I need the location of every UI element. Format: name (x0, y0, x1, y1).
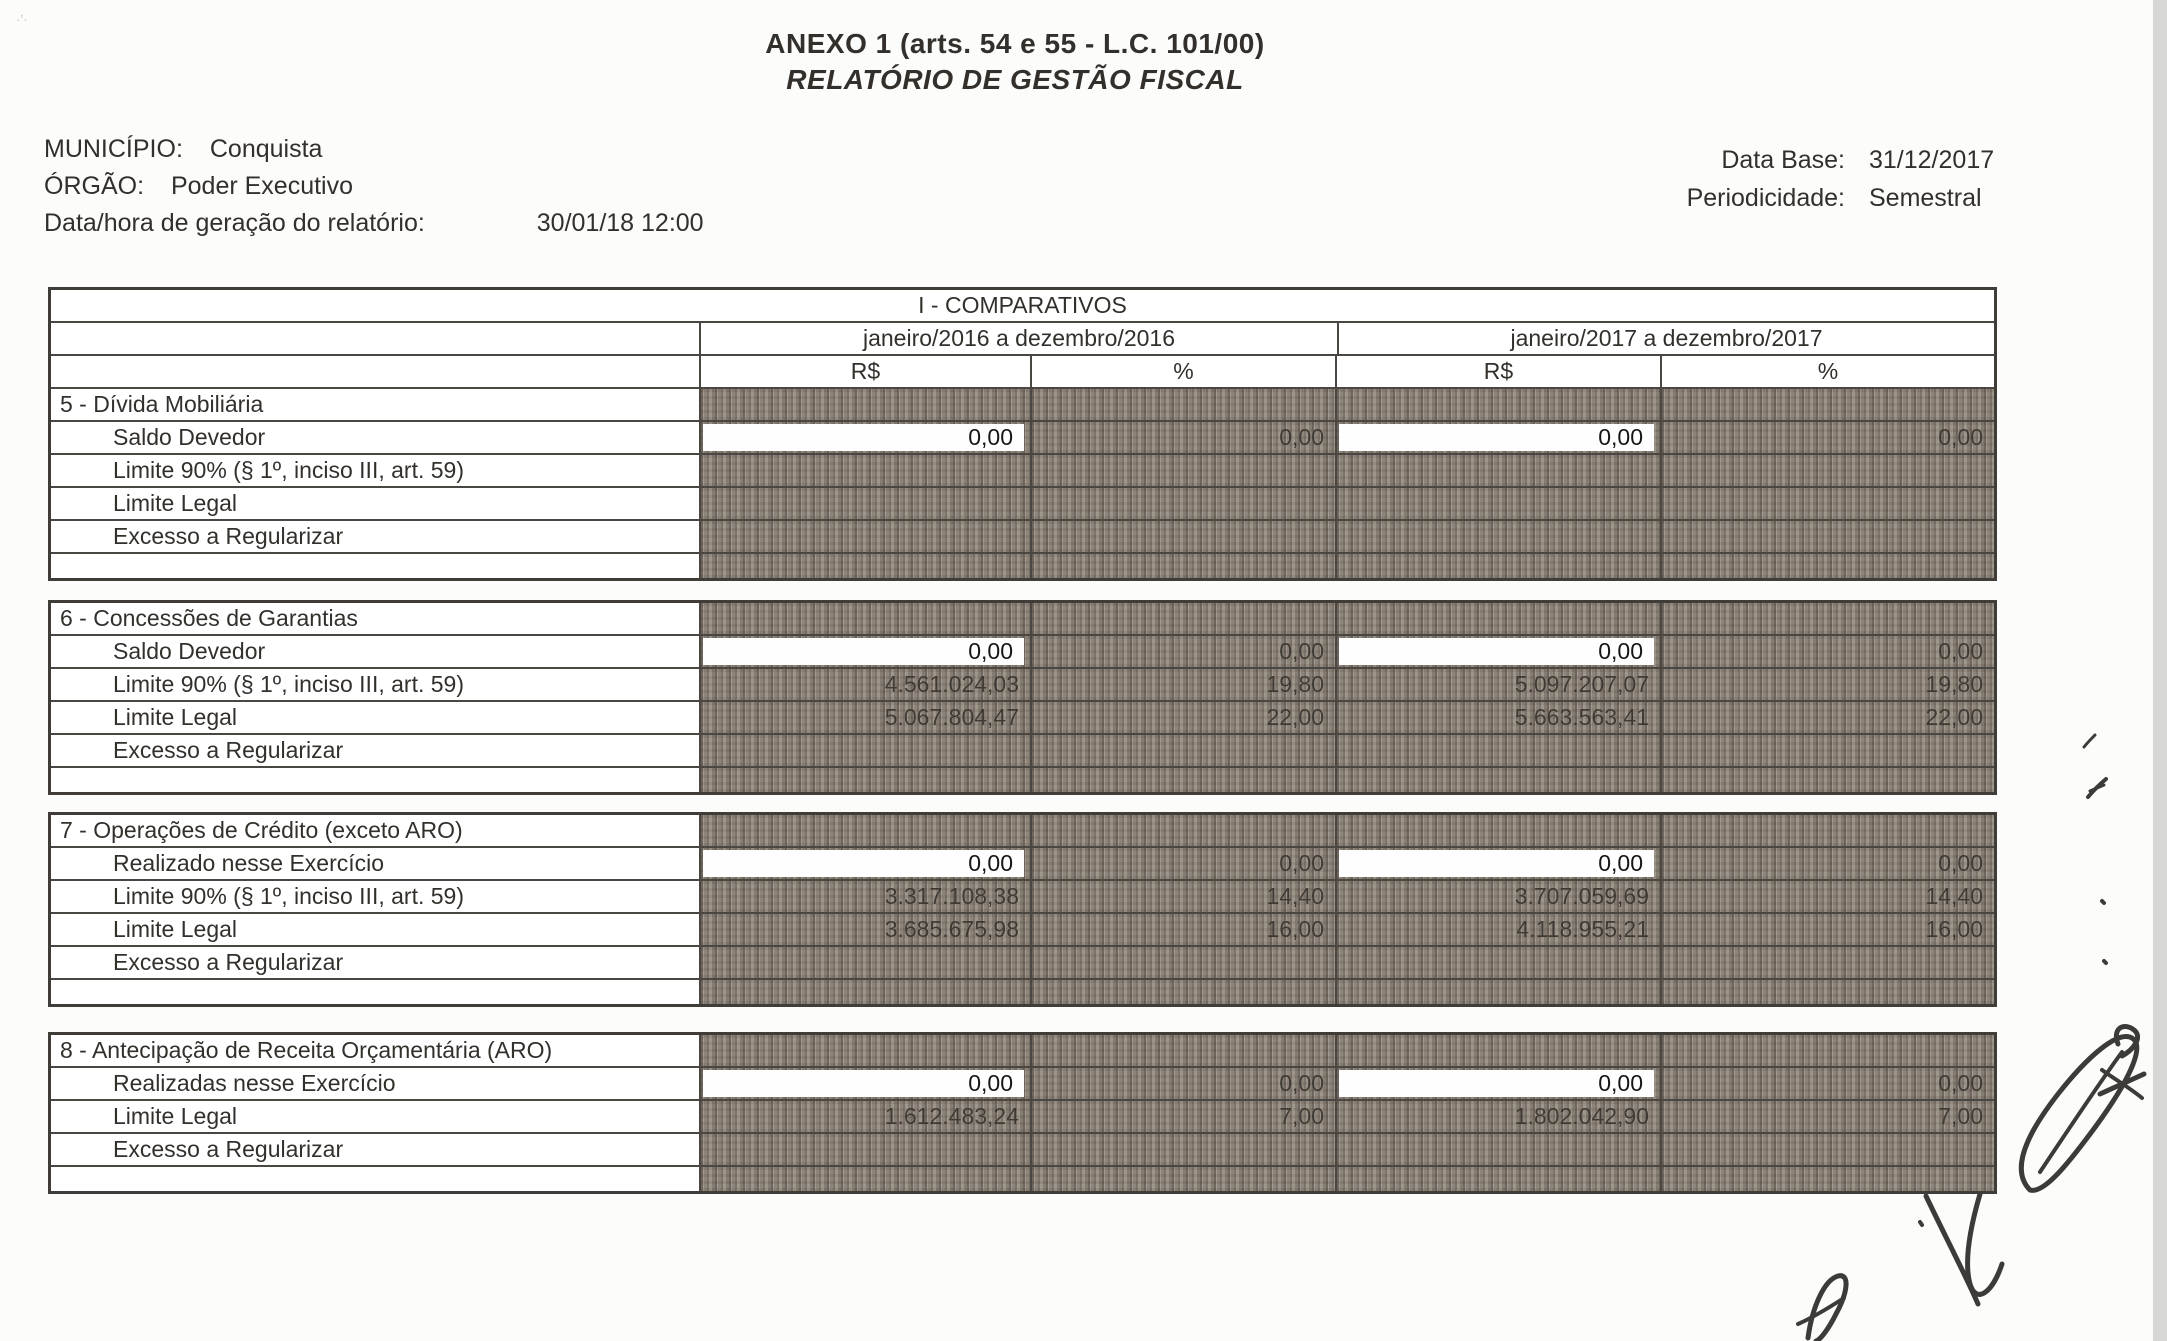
spacer-label-cell (51, 1167, 701, 1191)
cell-pct-2016 (1032, 914, 1337, 945)
pen-scribble-large (2000, 1022, 2167, 1202)
cell-rs-2016 (701, 1167, 1032, 1191)
table-row (51, 603, 1994, 636)
cell-rs-2016 (701, 1134, 1032, 1165)
value-on-hatch: 4.118.955,21 (1516, 916, 1649, 942)
value-on-hatch: 0,00 (1938, 850, 1983, 876)
cell-pct-2016 (1032, 768, 1337, 792)
value-on-hatch: 1.802.042,90 (1514, 1103, 1649, 1129)
geracao-line (44, 205, 704, 242)
cell-rs-2017 (1337, 636, 1662, 667)
row-label: Realizadas nesse Exercício (51, 1068, 701, 1099)
table-row (51, 914, 1994, 947)
col-header-pct-2017: % (1662, 356, 1994, 387)
cell-rs-2016 (701, 947, 1032, 978)
value-on-hatch: 5.663.563,41 (1514, 704, 1649, 730)
comparativos-table-block-3 (48, 812, 1997, 1007)
periodicidade-label: Periodicidade: (1686, 184, 1845, 212)
row-label: Saldo Devedor (51, 422, 701, 453)
cell-rs-2016 (701, 980, 1032, 1004)
cell-rs-2017 (1337, 881, 1662, 912)
section-5-rows (51, 389, 1994, 578)
value-on-hatch: 0,00 (1279, 850, 1324, 876)
cell-rs-2017 (1337, 1101, 1662, 1132)
row-label: Limite Legal (51, 488, 701, 519)
cell-rs-2016 (701, 815, 1032, 846)
cell-rs-2016 (701, 848, 1032, 879)
period-2017-header: janeiro/2017 a dezembro/2017 (1339, 323, 1994, 354)
table-row (51, 488, 1994, 521)
cell-pct-2016 (1032, 389, 1337, 420)
geracao-label: Data/hora de geração do relatório: (44, 209, 425, 237)
cell-rs-2017 (1337, 1035, 1662, 1066)
cell-pct-2016 (1032, 947, 1337, 978)
report-title-line1: ANEXO 1 (arts. 54 e 55 - L.C. 101/00) (765, 28, 1265, 59)
cell-rs-2017 (1337, 488, 1662, 519)
cell-rs-2016 (701, 1101, 1032, 1132)
cell-rs-2017 (1337, 1134, 1662, 1165)
cell-pct-2017 (1662, 914, 1994, 945)
spacer-label-cell (51, 768, 701, 792)
cell-pct-2017 (1662, 636, 1994, 667)
municipio-label: MUNICÍPIO: (44, 135, 183, 163)
cell-pct-2016 (1032, 554, 1337, 578)
row-label: 8 - Antecipação de Receita Orçamentária (ARO) (51, 1035, 701, 1066)
cell-pct-2016 (1032, 488, 1337, 519)
section-8-rows (51, 1035, 1994, 1191)
value-box: 0,00 (1339, 424, 1654, 451)
comparativos-table-block-1 (48, 287, 1997, 581)
table-row (51, 1068, 1994, 1101)
pen-marks-small (2080, 733, 2110, 973)
cell-pct-2016 (1032, 815, 1337, 846)
database-value: 31/12/2017 (1869, 146, 1995, 174)
value-on-hatch: 3.317.108,38 (884, 883, 1019, 909)
cell-rs-2017 (1337, 422, 1662, 453)
cell-pct-2017 (1662, 554, 1994, 578)
cell-rs-2017 (1337, 521, 1662, 552)
cell-pct-2017 (1662, 1035, 1994, 1066)
cell-pct-2017 (1662, 1101, 1994, 1132)
period-header-blank (51, 323, 701, 354)
cell-rs-2017 (1337, 389, 1662, 420)
cell-rs-2017 (1337, 1068, 1662, 1099)
row-label: Limite Legal (51, 914, 701, 945)
cell-pct-2017 (1662, 702, 1994, 733)
cell-pct-2016 (1032, 422, 1337, 453)
value-on-hatch: 7,00 (1279, 1103, 1324, 1129)
table-row (51, 702, 1994, 735)
cell-rs-2016 (701, 702, 1032, 733)
row-label: 5 - Dívida Mobiliária (51, 389, 701, 420)
report-meta-right (1655, 141, 1994, 217)
value-box: 0,00 (1339, 1070, 1654, 1097)
value-on-hatch: 0,00 (1938, 1070, 1983, 1096)
cell-pct-2017 (1662, 980, 1994, 1004)
cell-pct-2017 (1662, 1068, 1994, 1099)
scan-noise-speck: ·ʼ· (16, 12, 28, 27)
periodicidade-value: Semestral (1869, 184, 1982, 212)
table-row (51, 1134, 1994, 1167)
cell-rs-2016 (701, 914, 1032, 945)
table-row (51, 389, 1994, 422)
table-row (51, 1035, 1994, 1068)
value-on-hatch: 0,00 (1279, 1070, 1324, 1096)
cell-pct-2016 (1032, 881, 1337, 912)
cell-rs-2017 (1337, 735, 1662, 766)
row-label: Limite 90% (§ 1º, inciso III, art. 59) (51, 669, 701, 700)
cell-rs-2017 (1337, 669, 1662, 700)
report-meta-left (44, 131, 704, 242)
municipio-value: Conquista (209, 135, 323, 163)
row-label: 6 - Concessões de Garantias (51, 603, 701, 634)
value-box: 0,00 (1339, 638, 1654, 665)
cell-rs-2017 (1337, 947, 1662, 978)
value-on-hatch: 5.097.207,07 (1514, 671, 1649, 697)
cell-pct-2017 (1662, 455, 1994, 486)
orgao-value: Poder Executivo (170, 172, 354, 200)
cell-rs-2016 (701, 521, 1032, 552)
comparativos-table-block-2 (48, 600, 1997, 795)
cell-rs-2016 (701, 422, 1032, 453)
cell-pct-2017 (1662, 735, 1994, 766)
cell-pct-2016 (1032, 1167, 1337, 1191)
unit-header-blank (51, 356, 701, 387)
cell-pct-2016 (1032, 1101, 1337, 1132)
value-on-hatch: 7,00 (1938, 1103, 1983, 1129)
cell-pct-2017 (1662, 422, 1994, 453)
cell-rs-2017 (1337, 1167, 1662, 1191)
row-label: Excesso a Regularizar (51, 947, 701, 978)
table-row (51, 636, 1994, 669)
cell-rs-2016 (701, 669, 1032, 700)
table-row (51, 1101, 1994, 1134)
row-label: Limite 90% (§ 1º, inciso III, art. 59) (51, 455, 701, 486)
cell-rs-2017 (1337, 455, 1662, 486)
cell-rs-2017 (1337, 980, 1662, 1004)
cell-pct-2016 (1032, 735, 1337, 766)
cell-pct-2017 (1662, 1167, 1994, 1191)
cell-pct-2017 (1662, 521, 1994, 552)
table-row (51, 422, 1994, 455)
cell-pct-2016 (1032, 848, 1337, 879)
value-on-hatch: 0,00 (1279, 424, 1324, 450)
cell-rs-2016 (701, 768, 1032, 792)
cell-rs-2017 (1337, 554, 1662, 578)
cell-rs-2016 (701, 1068, 1032, 1099)
section-6-rows (51, 603, 1994, 792)
value-on-hatch: 22,00 (1925, 704, 1983, 730)
cell-rs-2017 (1337, 768, 1662, 792)
value-on-hatch: 0,00 (1938, 424, 1983, 450)
spacer-row (51, 768, 1994, 792)
cell-rs-2016 (701, 389, 1032, 420)
spacer-row (51, 554, 1994, 578)
cell-pct-2016 (1032, 521, 1337, 552)
table-title-row (51, 290, 1994, 323)
cell-pct-2016 (1032, 702, 1337, 733)
col-header-rs-2016: R$ (701, 356, 1032, 387)
value-on-hatch: 5.067.804,47 (884, 704, 1019, 730)
pen-scribble-loop (1790, 1270, 1868, 1341)
database-label: Data Base: (1721, 146, 1845, 174)
value-on-hatch: 1.612.483,24 (884, 1103, 1019, 1129)
period-header-row (51, 323, 1994, 356)
comparativos-table-block-4 (48, 1032, 1997, 1194)
table-row (51, 669, 1994, 702)
orgao-line (44, 168, 704, 205)
table-row (51, 521, 1994, 554)
table-row (51, 848, 1994, 881)
spacer-row (51, 980, 1994, 1004)
cell-rs-2016 (701, 488, 1032, 519)
cell-pct-2016 (1032, 455, 1337, 486)
value-on-hatch: 22,00 (1266, 704, 1324, 730)
value-on-hatch: 19,80 (1925, 671, 1983, 697)
cell-pct-2017 (1662, 947, 1994, 978)
col-header-pct-2016: % (1032, 356, 1337, 387)
value-on-hatch: 16,00 (1266, 916, 1324, 942)
cell-pct-2017 (1662, 389, 1994, 420)
cell-pct-2017 (1662, 1134, 1994, 1165)
cell-rs-2016 (701, 636, 1032, 667)
table-row (51, 455, 1994, 488)
value-box: 0,00 (703, 638, 1024, 665)
cell-pct-2016 (1032, 1134, 1337, 1165)
cell-pct-2016 (1032, 980, 1337, 1004)
report-title-block (0, 28, 2030, 96)
cell-rs-2016 (701, 735, 1032, 766)
spacer-row (51, 1167, 1994, 1191)
cell-pct-2017 (1662, 603, 1994, 634)
value-box: 0,00 (1339, 850, 1654, 877)
municipio-line (44, 131, 704, 168)
cell-pct-2017 (1662, 848, 1994, 879)
cell-rs-2016 (701, 603, 1032, 634)
value-box: 0,00 (703, 850, 1024, 877)
cell-rs-2016 (701, 1035, 1032, 1066)
value-on-hatch: 0,00 (1938, 638, 1983, 664)
cell-pct-2017 (1662, 669, 1994, 700)
cell-rs-2017 (1337, 603, 1662, 634)
value-box: 0,00 (703, 424, 1024, 451)
value-on-hatch: 4.561.024,03 (884, 671, 1019, 697)
row-label: 7 - Operações de Crédito (exceto ARO) (51, 815, 701, 846)
cell-pct-2016 (1032, 1035, 1337, 1066)
cell-pct-2017 (1662, 488, 1994, 519)
value-on-hatch: 16,00 (1925, 916, 1983, 942)
value-on-hatch: 14,40 (1925, 883, 1983, 909)
value-on-hatch: 19,80 (1266, 671, 1324, 697)
table-row (51, 735, 1994, 768)
cell-rs-2016 (701, 881, 1032, 912)
row-label: Limite 90% (§ 1º, inciso III, art. 59) (51, 881, 701, 912)
pen-scribble-v (1918, 1192, 2008, 1322)
table-title: I - COMPARATIVOS (51, 290, 1994, 321)
cell-rs-2017 (1337, 702, 1662, 733)
row-label: Excesso a Regularizar (51, 735, 701, 766)
row-label: Excesso a Regularizar (51, 521, 701, 552)
unit-header-row (51, 356, 1994, 389)
cell-pct-2016 (1032, 603, 1337, 634)
row-label: Limite Legal (51, 1101, 701, 1132)
cell-pct-2016 (1032, 669, 1337, 700)
cell-pct-2017 (1662, 768, 1994, 792)
cell-pct-2016 (1032, 636, 1337, 667)
value-on-hatch: 3.685.675,98 (884, 916, 1019, 942)
row-label: Saldo Devedor (51, 636, 701, 667)
cell-rs-2017 (1337, 815, 1662, 846)
geracao-value: 30/01/18 12:00 (536, 209, 704, 237)
cell-pct-2016 (1032, 1068, 1337, 1099)
col-header-rs-2017: R$ (1337, 356, 1662, 387)
table-row (51, 947, 1994, 980)
cell-rs-2016 (701, 554, 1032, 578)
row-label: Limite Legal (51, 702, 701, 733)
orgao-label: ÓRGÃO: (44, 172, 145, 200)
spacer-label-cell (51, 980, 701, 1004)
table-row (51, 815, 1994, 848)
cell-rs-2017 (1337, 848, 1662, 879)
spacer-label-cell (51, 554, 701, 578)
cell-rs-2016 (701, 455, 1032, 486)
period-2016-header: janeiro/2016 a dezembro/2016 (701, 323, 1339, 354)
table-row (51, 881, 1994, 914)
row-label: Realizado nesse Exercício (51, 848, 701, 879)
row-label: Excesso a Regularizar (51, 1134, 701, 1165)
value-on-hatch: 14,40 (1266, 883, 1324, 909)
cell-rs-2017 (1337, 914, 1662, 945)
report-title-line2: RELATÓRIO DE GESTÃO FISCAL (786, 64, 1244, 95)
section-7-rows (51, 815, 1994, 1004)
value-on-hatch: 0,00 (1279, 638, 1324, 664)
cell-pct-2017 (1662, 881, 1994, 912)
cell-pct-2017 (1662, 815, 1994, 846)
value-box: 0,00 (703, 1070, 1024, 1097)
value-on-hatch: 3.707.059,69 (1514, 883, 1649, 909)
